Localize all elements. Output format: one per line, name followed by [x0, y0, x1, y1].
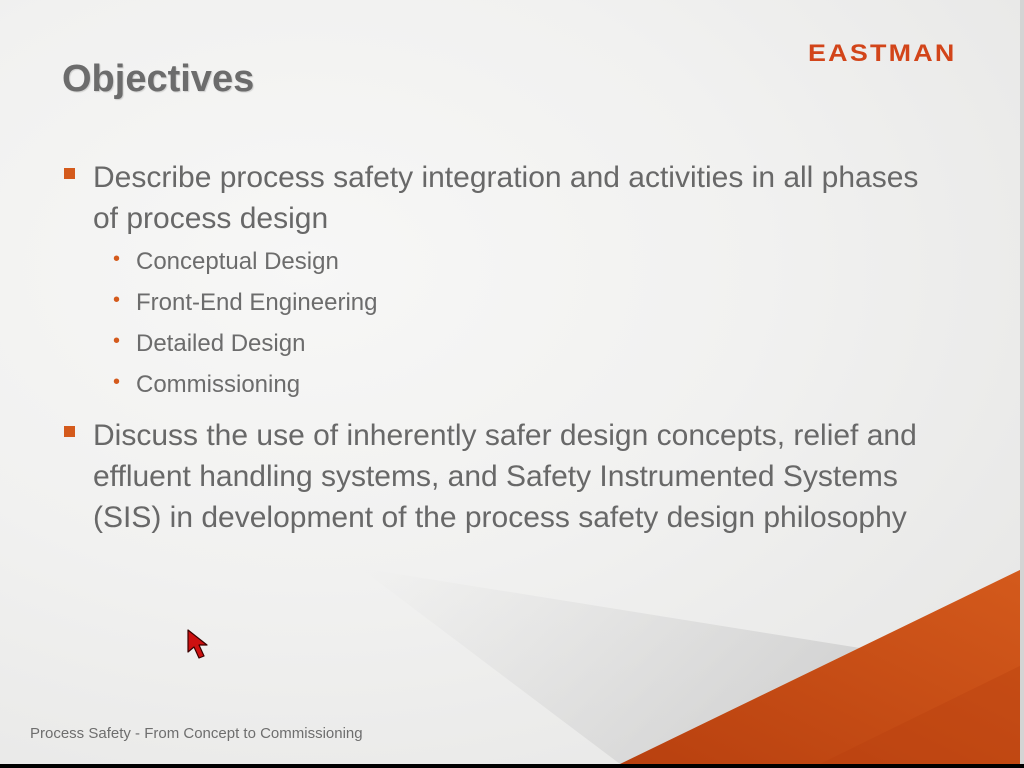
footer-text: Process Safety - From Concept to Commissioning [30, 725, 363, 742]
sub-bullet-item [93, 241, 932, 282]
sub-bullet-item [93, 282, 932, 323]
bullet-text: Describe process safety integration and activities in all phases of process design [93, 161, 919, 235]
dot-bullet-icon: • [113, 289, 121, 311]
slide-right-edge [1020, 0, 1024, 764]
eastman-logo: EASTMAN [808, 40, 957, 67]
sub-bullet-text: Commissioning [136, 371, 301, 398]
bullet-text: Discuss the use of inherently safer design concepts, relief and effluent handling systems, and Safety Instrumented Systems (SIS) in development of the process safety design philosophy [93, 419, 917, 534]
square-bullet-icon [64, 426, 75, 437]
sub-bullet-item [93, 364, 932, 405]
bullet-item [62, 415, 932, 538]
dot-bullet-icon: • [113, 248, 121, 270]
cursor-arrow [188, 630, 207, 658]
dot-bullet-icon: • [113, 330, 121, 352]
sub-bullet-list [93, 241, 932, 405]
square-bullet-icon [64, 168, 75, 179]
bullet-item [62, 157, 932, 405]
sub-bullet-text: Detailed Design [136, 330, 306, 357]
mouse-pointer-icon [186, 628, 216, 662]
dot-bullet-icon: • [113, 371, 121, 393]
bullet-list [62, 157, 932, 548]
sub-bullet-text: Conceptual Design [136, 248, 339, 275]
slide-title: Objectives [62, 58, 255, 100]
sub-bullet-item [93, 323, 932, 364]
sub-bullet-text: Front-End Engineering [136, 289, 378, 316]
